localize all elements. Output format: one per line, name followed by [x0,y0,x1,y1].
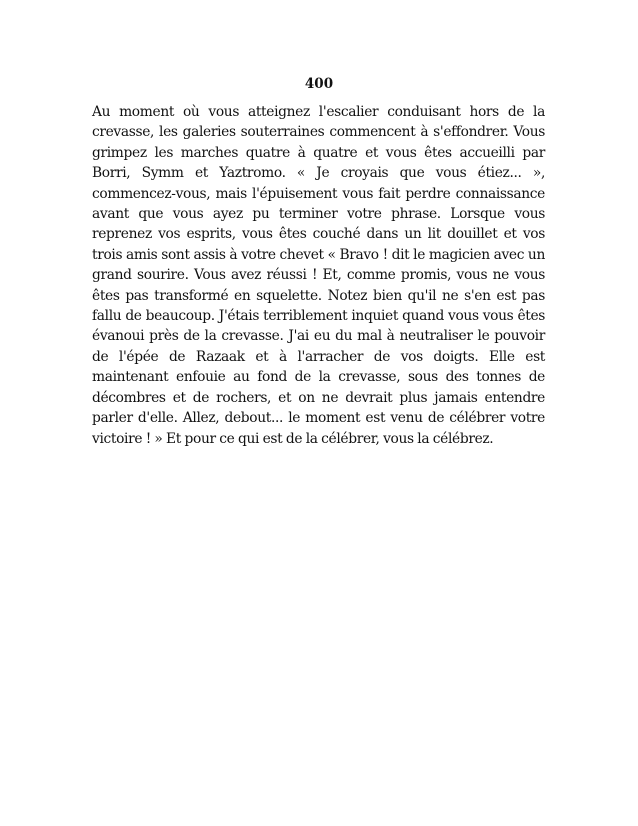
story-paragraph: Au moment où vous atteignez l'escalier conduisant hors de la crevasse, les galeries souterraines commencent à s'effondrer. Vous grimpez les marches quatre à quatre et vous êtes accueilli par Borri, Symm et Yaztromo. « Je croyais que vous étiez... », commencez-vous, mais l'épuisement vous fait perdre connaissance avant que vous ayez pu terminer votre phrase. Lorsque vous reprenez vos esprits, vous êtes couché dans un lit douillet et vos trois amis sont assis à votre chevet « Bravo ! dit le magicien avec un grand sourire. Vous avez réussi ! Et, comme promis, vous ne vous êtes pas transformé en squelette. Notez bien qu'il ne s'en est pas fallu de beaucoup. J'étais terriblement inquiet quand vous vous êtes évanoui près de la crevasse. J'ai eu du mal à neutraliser le pouvoir de l'épée de Razaak et à l'arracher de vos doigts. Elle est maintenant enfouie au fond de la crevasse, sous des tonnes de décombres et de rochers, et on ne devrait plus jamais entendre parler d'elle. Allez, debout... le moment est venu de célébrer votre victoire ! » Et pour ce qui est de la célébrer, vous la célébrez. [92,104,545,447]
section-number: 400 [304,76,334,92]
